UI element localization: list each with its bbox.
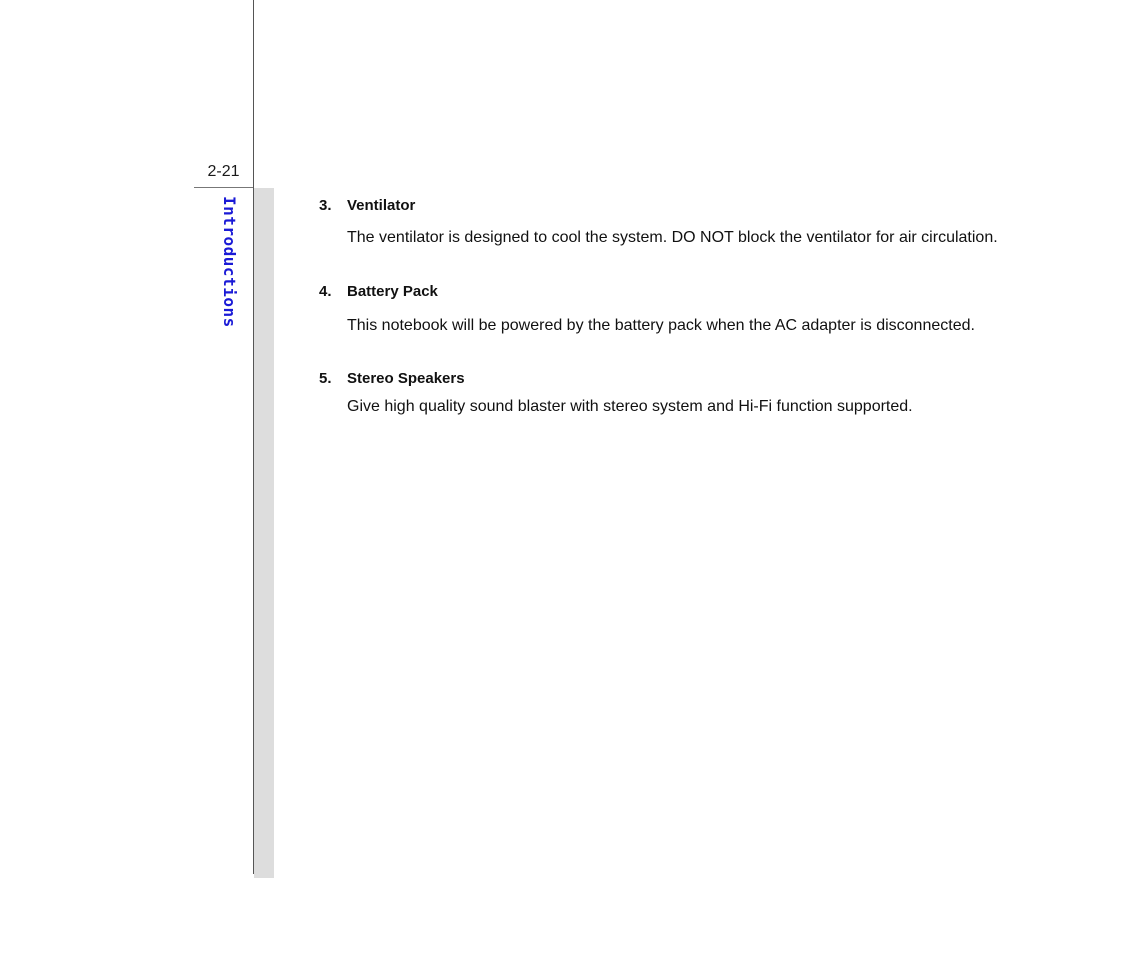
list-item-stereo-speakers xyxy=(319,369,1099,417)
side-bar xyxy=(254,188,274,878)
item-description: The ventilator is designed to cool the system. DO NOT block the ventilator for air circulation. xyxy=(347,229,998,246)
item-number: 3. xyxy=(319,197,332,214)
item-title: Ventilator xyxy=(347,197,416,214)
item-number: 4. xyxy=(319,283,332,300)
item-description: Give high quality sound blaster with stereo system and Hi-Fi function supported. xyxy=(347,398,913,415)
page-number: 2-21 xyxy=(207,163,240,180)
chapter-label: Introductions xyxy=(220,196,239,328)
item-description: This notebook will be powered by the battery pack when the AC adapter is disconnected. xyxy=(347,317,975,334)
item-number: 5. xyxy=(319,370,332,387)
list-item-battery-pack xyxy=(319,282,1099,336)
item-title: Battery Pack xyxy=(347,283,438,300)
list-item-ventilator xyxy=(319,196,1099,248)
content-list xyxy=(319,196,1099,417)
item-title: Stereo Speakers xyxy=(347,370,465,387)
header-divider xyxy=(194,187,254,188)
